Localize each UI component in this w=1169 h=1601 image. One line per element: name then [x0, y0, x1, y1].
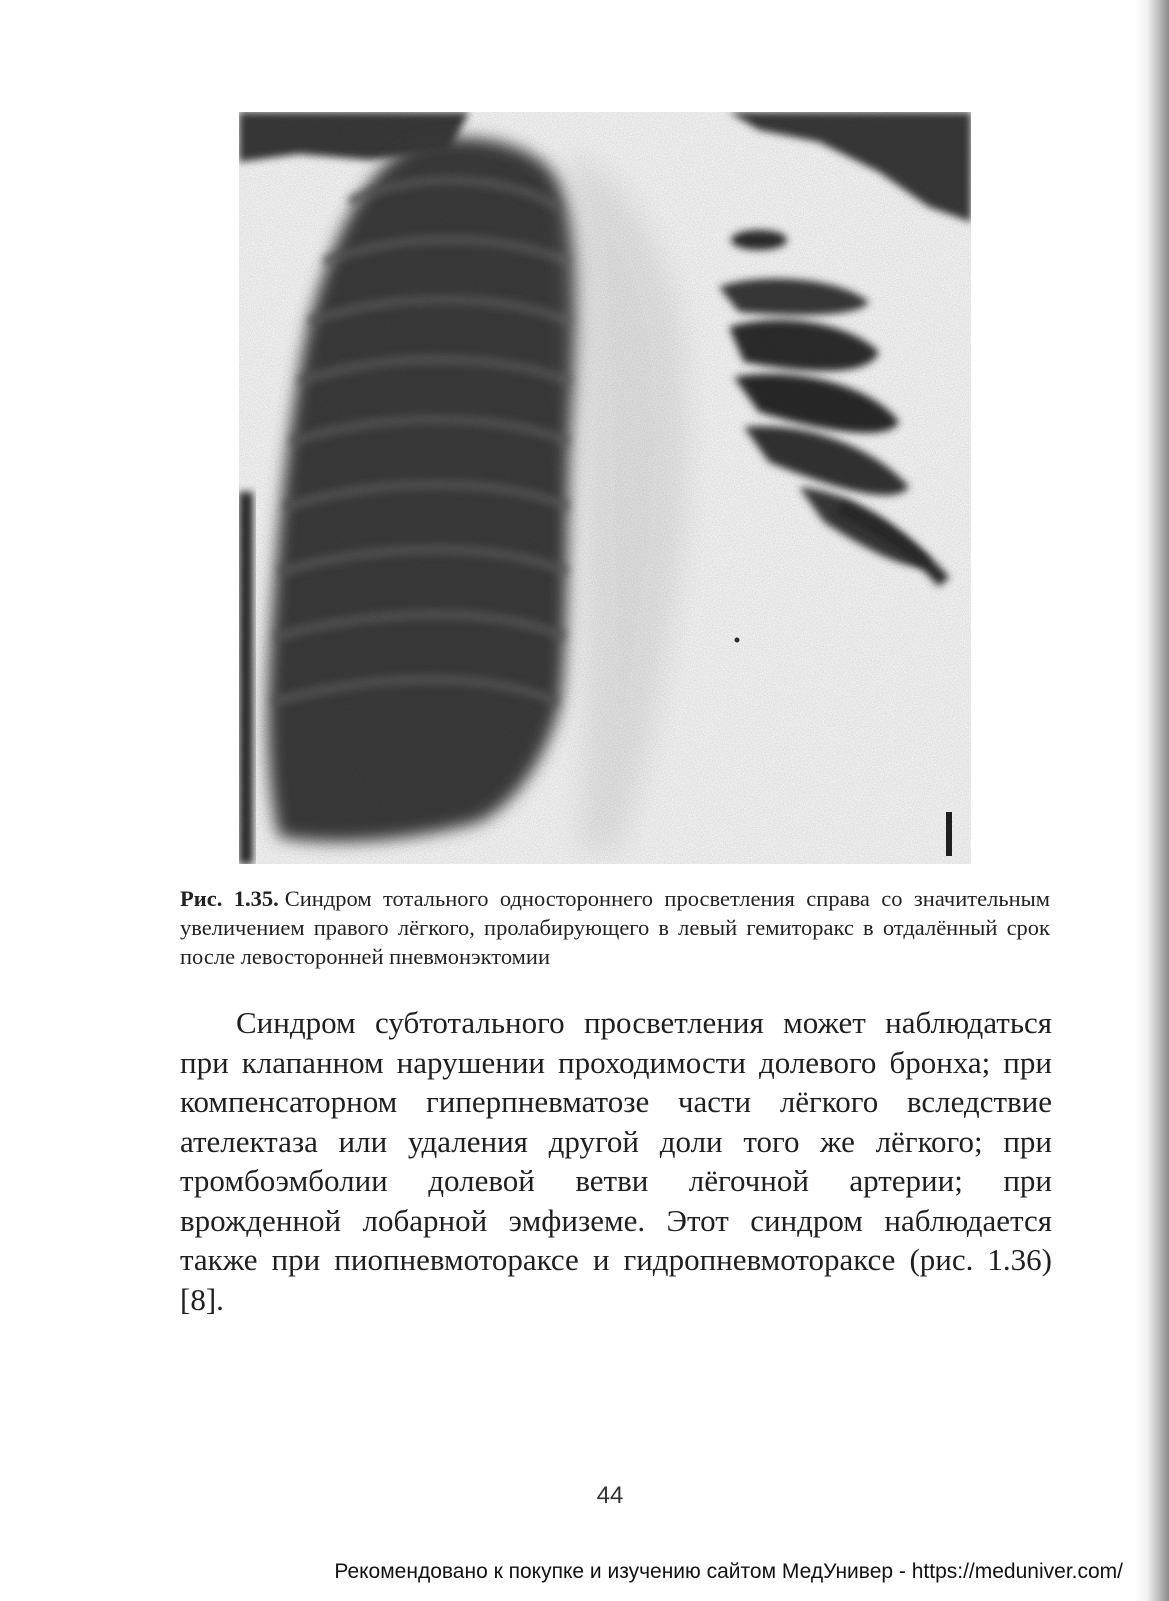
watermark-link-text[interactable]: Рекомендовано к покупке и изучению сайтом МедУнивер - https://meduniver.com/ — [334, 1560, 1123, 1583]
page-edge-shadow — [1135, 0, 1169, 1601]
figure-label: Рис. 1.35. — [180, 886, 279, 911]
body-paragraph: Синдром субтотального просветления может наблюдаться при клапанном нарушении проходимости долевого бронха; при компенсаторном гиперпневматозе части лёгкого вследствие ателектаза или удаления другой доли того же лёгкого; при тромбоэмболии долевой ветви лёгочной артерии; при врожденной лобарной эмфиземе. Этот синдром наблюдается также при пиопневмотораксе и гидропневмотораксе (рис. 1.36) [8]. — [180, 1005, 1052, 1317]
xray-figure — [239, 112, 971, 864]
caption-text: Синдром тотального одностороннего просветления справа со значительным увеличением правого лёгкого, пролабирующего в левый гемиторакс в отдалённый срок после левосторонней пневмонэктомии — [180, 886, 1050, 969]
chest-xray-image — [239, 112, 971, 864]
body-text — [180, 1003, 1052, 1319]
page-number: 44 — [596, 1482, 624, 1509]
figure-caption — [180, 884, 1050, 971]
